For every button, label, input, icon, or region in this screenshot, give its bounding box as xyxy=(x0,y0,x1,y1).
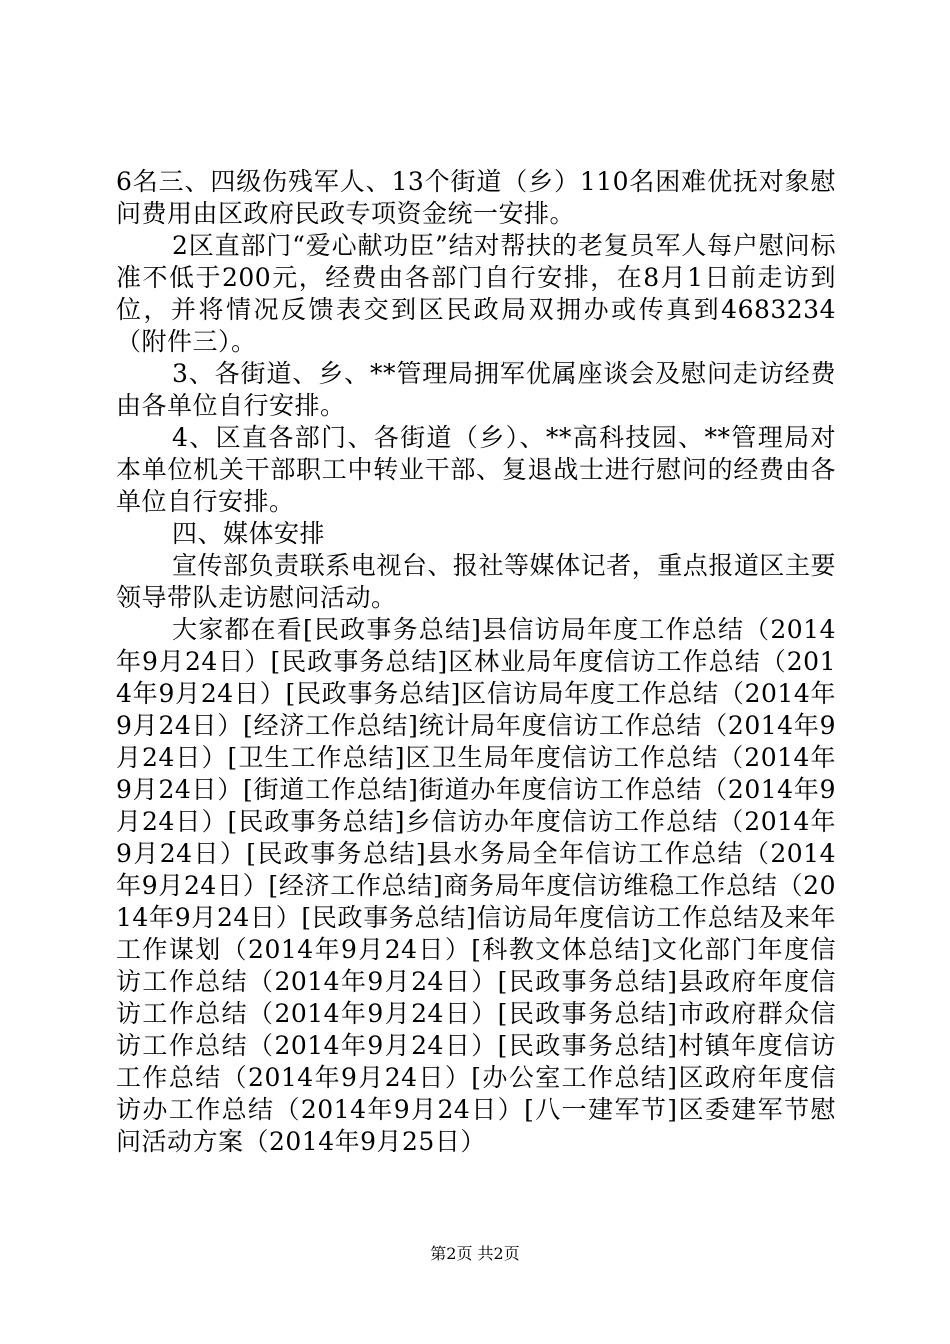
paragraph-4: 4、区直各部门、各街道（乡）、**高科技园、**管理局对本单位机关干部职工中转业干部、复退战士进行慰问的经费由各单位自行安排。 xyxy=(116,423,836,516)
paragraph-media: 宣传部负责联系电视台、报社等媒体记者，重点报道区主要领导带队走访慰问活动。 xyxy=(116,551,836,612)
related-links-paragraph: 大家都在看[民政事务总结]县信访局年度工作总结（2014年9月24日）[民政事务总结]区林业局年度信访工作总结（2014年9月24日）[民政事务总结]区信访局年度工作总结（2014年9月24日）[经济工作总结]统计局年度信访工作总结（2014年9月24日）[卫生工作总结]区卫生局年度信访工作总结（2014年9月24日）[街道工作总结]街道办年度信访工作总结（2014年9月24日）[民政事务总结]乡信访办年度信访工作总结（2014年9月24日）[民政事务总结]县水务局全年信访工作总结（2014年9月24日）[经济工作总结]商务局年度信访维稳工作总结（2014年9月24日）[民政事务总结]信访局年度信访工作总结及来年工作谋划（2014年9月24日）[科教文体总结]文化部门年度信访工作总结（2014年9月24日）[民政事务总结]县政府年度信访工作总结（2014年9月24日）[民政事务总结]市政府群众信访工作总结（2014年9月24日）[民政事务总结]村镇年度信访工作总结（2014年9月24日）[办公室工作总结]区政府年度信访办工作总结（2014年9月24日）[八一建军节]区委建军节慰问活动方案（2014年9月25日） xyxy=(116,615,836,1156)
document-body xyxy=(116,166,836,1158)
paragraph-2: 2区直部门“爱心献功臣”结对帮扶的老复员军人每户慰问标准不低于200元，经费由各部门自行安排，在8月1日前走访到位，并将情况反馈表交到区民政局双拥办或传真到4683234（附件三）。 xyxy=(116,231,836,356)
paragraph-3: 3、各街道、乡、**管理局拥军优属座谈会及慰问走访经费由各单位自行安排。 xyxy=(116,359,836,420)
paragraph-1: 6名三、四级伤残军人、13个街道（乡）110名困难优抚对象慰问费用由区政府民政专项资金统一安排。 xyxy=(116,167,836,228)
section-heading-media: 四、媒体安排 xyxy=(172,519,326,548)
page-number: 第2页 共2页 xyxy=(430,1244,520,1263)
page-footer xyxy=(0,1244,950,1264)
